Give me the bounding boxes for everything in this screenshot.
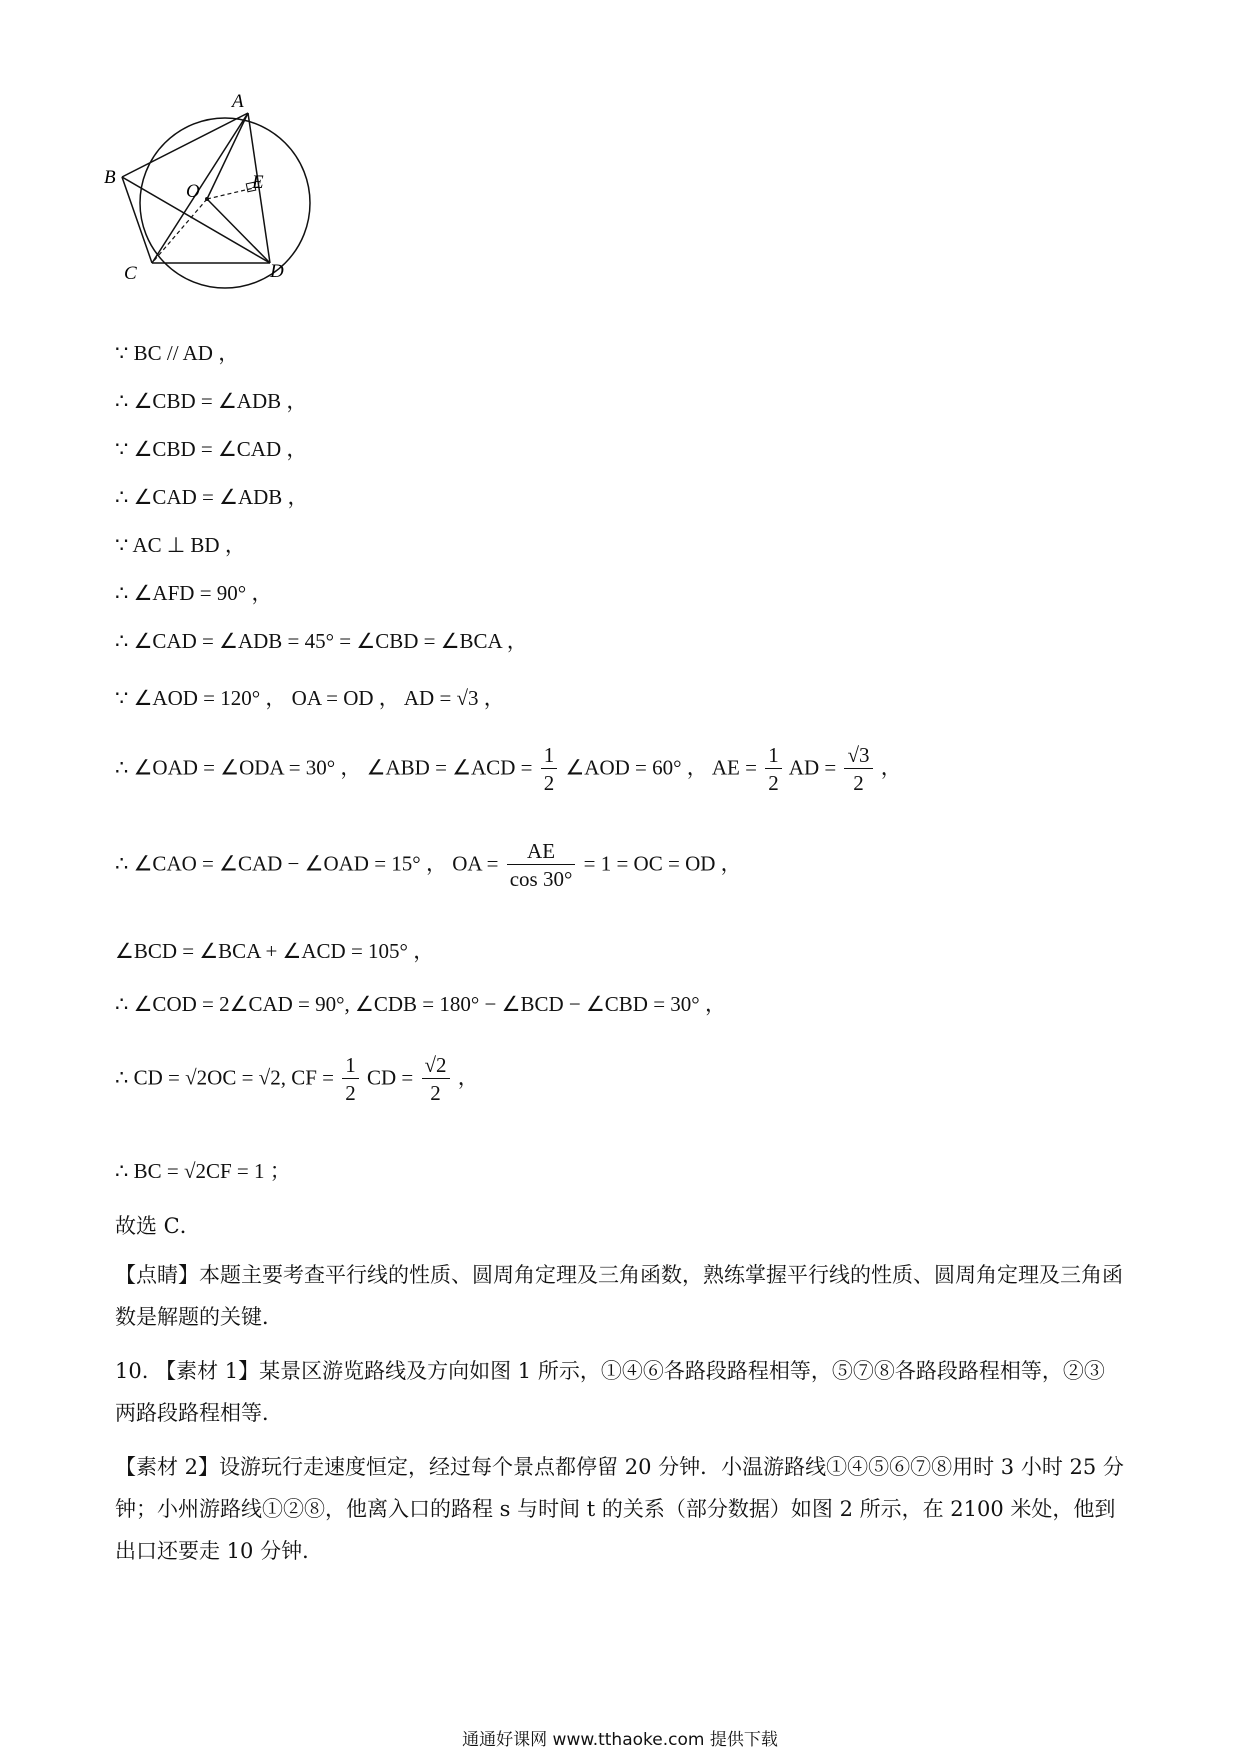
segment-ac — [152, 113, 248, 263]
proof-line-3: ∵ ∠CBD = ∠CAD ， — [115, 437, 308, 461]
point-o — [205, 197, 209, 201]
proof-line-10 — [115, 838, 742, 893]
segment-od — [207, 199, 270, 263]
proof-line-12: ∴ ∠COD = 2∠CAD = 90°, ∠CDB = 180° − ∠BCD − ∠CBD = 30° ， — [115, 992, 726, 1016]
segment-ao — [207, 113, 248, 199]
proof-line-13 — [115, 1052, 479, 1107]
line10-text-a: ∴ ∠CAO = ∠CAD − ∠OAD = 15° ， OA = — [115, 851, 499, 876]
proof-line-8: ∵ ∠AOD = 120° ， OA = OD ， AD = √3 ， — [115, 686, 505, 710]
segment-oe-dashed — [207, 187, 258, 199]
answer-line: 故选 C． — [115, 1214, 201, 1238]
segment-ab — [122, 113, 248, 177]
fraction-one-half-a: $\frac{1}{2}$ — [541, 742, 558, 797]
label-b: B — [104, 167, 116, 188]
proof-line-6: ∴ ∠AFD = 90° ， — [115, 581, 273, 605]
line9-text-b: ∠AOD = 60° ， AE = — [565, 755, 757, 780]
line13-text-b: CD = — [366, 1065, 414, 1090]
question-10-material-2: 【素材 2】设游玩行走速度恒定，经过每个景点都停留 20 分钟．小温游路线①④⑤⑥⑦⑧用时 3 小时 25 分钟；小州游路线①②⑧，他离入口的路程 s 与时间 t 的关系（部分数据）如图 2 所示，在 2100 米处，他到出口还要走 10 分钟． — [115, 1455, 1124, 1563]
label-o: O — [186, 181, 200, 202]
circle-geometry-figure — [104, 91, 340, 320]
line10-text-b: = 1 = OC = OD ， — [583, 851, 742, 876]
comment-paragraph: 【点睛】本题主要考查平行线的性质、圆周角定理及三角函数，熟练掌握平行线的性质、圆周角定理及三角函数是解题的关键． — [115, 1263, 1123, 1329]
fraction-sqrt2-over-2: $\frac{√2}{2}$ — [422, 1052, 450, 1107]
proof-line-1: ∵ BC // AD ， — [115, 341, 240, 365]
fraction-one-half-b: $\frac{1}{2}$ — [765, 742, 782, 797]
page-footer: 通通好课网 www.tthaoke.com 提供下载 — [462, 1730, 778, 1750]
line9-text-d: ， — [880, 755, 902, 780]
label-d: D — [270, 261, 284, 282]
label-e: E — [252, 172, 264, 193]
fraction-one-half-c: $\frac{1}{2}$ — [342, 1052, 359, 1107]
line13-text-c: ， — [457, 1065, 479, 1090]
line9-text-a: ∴ ∠OAD = ∠ODA = 30° ， ∠ABD = ∠ACD = — [115, 755, 533, 780]
line9-text-c: AD = — [788, 755, 837, 780]
proof-line-14: ∴ BC = √2CF = 1 ； — [115, 1159, 291, 1183]
proof-line-9 — [115, 742, 902, 797]
proof-line-7: ∴ ∠CAD = ∠ADB = 45° = ∠CBD = ∠BCA ， — [115, 629, 528, 653]
fraction-sqrt3-over-2: $\frac{√3}{2}$ — [844, 742, 872, 797]
proof-line-4: ∴ ∠CAD = ∠ADB ， — [115, 485, 309, 509]
proof-line-11: ∠BCD = ∠BCA + ∠ACD = 105° ， — [115, 939, 435, 963]
line13-text-a: ∴ CD = √2OC = √2, CF = — [115, 1065, 334, 1090]
proof-line-5: ∵ AC ⊥ BD ， — [115, 533, 246, 557]
segment-oc-dashed — [152, 199, 207, 263]
label-a: A — [232, 91, 244, 112]
label-c: C — [124, 263, 137, 284]
question-10-material-1: 10. 【素材 1】某景区游览路线及方向如图 1 所示，①④⑥各路段路程相等，⑤⑦⑧各路段路程相等，②③两路段路程相等． — [115, 1359, 1105, 1425]
proof-line-2: ∴ ∠CBD = ∠ADB ， — [115, 389, 308, 413]
segment-bc — [122, 177, 152, 263]
fraction-ae-over-cos30: $\frac{AE}{\cos 30^\circ}$ — [507, 838, 576, 893]
